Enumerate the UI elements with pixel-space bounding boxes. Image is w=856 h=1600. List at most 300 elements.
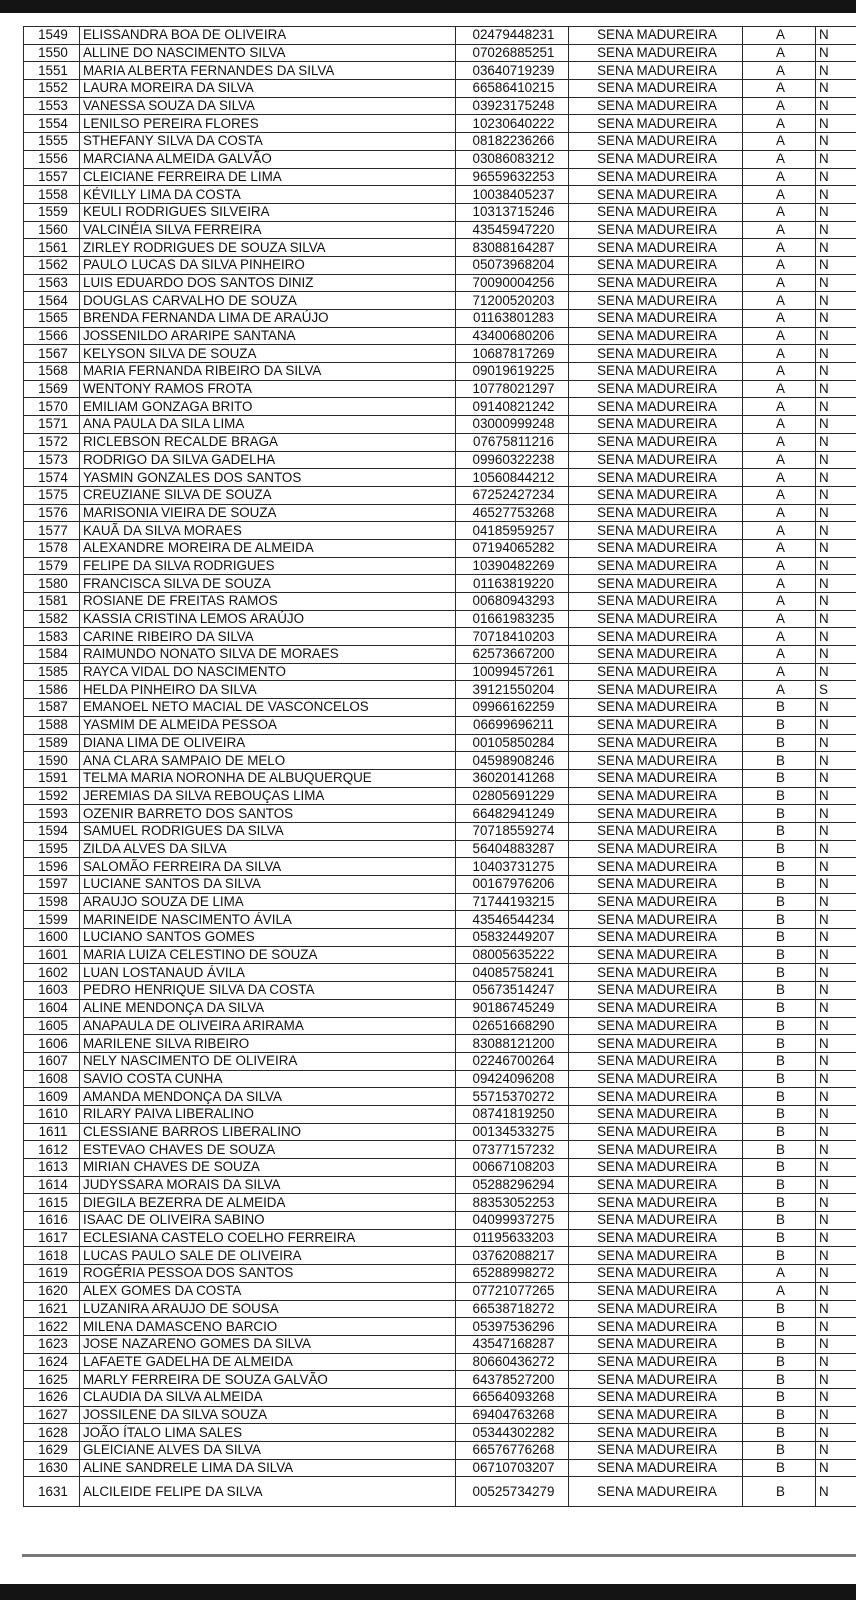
full-name-cell: ESTEVAO CHAVES DE SOUZA [80, 1141, 456, 1159]
full-name-cell: OZENIR BARRETO DOS SANTOS [80, 805, 456, 823]
table-row [24, 433, 856, 451]
cpf-cell: 10390482269 [456, 557, 569, 575]
row-number-cell: 1563 [24, 274, 80, 292]
row-number-cell: 1560 [24, 221, 80, 239]
full-name-cell: ARAUJO SOUZA DE LIMA [80, 893, 456, 911]
table-row [24, 929, 856, 947]
row-number-cell: 1612 [24, 1141, 80, 1159]
municipality-cell: SENA MADUREIRA [569, 1088, 743, 1106]
group-cell: A [743, 150, 816, 168]
table-row [24, 451, 856, 469]
full-name-cell: NELY NASCIMENTO DE OLIVEIRA [80, 1052, 456, 1070]
flag-cell: N [816, 168, 856, 186]
flag-cell: N [816, 964, 856, 982]
table-row [24, 946, 856, 964]
municipality-cell: SENA MADUREIRA [569, 769, 743, 787]
table-row [24, 575, 856, 593]
municipality-cell: SENA MADUREIRA [569, 787, 743, 805]
full-name-cell: YASMIM DE ALMEIDA PESSOA [80, 716, 456, 734]
row-number-cell: 1583 [24, 628, 80, 646]
group-cell: B [743, 822, 816, 840]
full-name-cell: SAMUEL RODRIGUES DA SILVA [80, 822, 456, 840]
table-row [24, 858, 856, 876]
table-row [24, 380, 856, 398]
row-number-cell: 1598 [24, 893, 80, 911]
group-cell: A [743, 1282, 816, 1300]
municipality-cell: SENA MADUREIRA [569, 663, 743, 681]
full-name-cell: CLAUDIA DA SILVA ALMEIDA [80, 1388, 456, 1406]
table-row [24, 1035, 856, 1053]
row-number-cell: 1550 [24, 44, 80, 62]
municipality-cell: SENA MADUREIRA [569, 80, 743, 98]
cpf-cell: 43546544234 [456, 911, 569, 929]
cpf-cell: 07377157232 [456, 1141, 569, 1159]
cpf-cell: 02479448231 [456, 27, 569, 45]
group-cell: B [743, 893, 816, 911]
municipality-cell: SENA MADUREIRA [569, 929, 743, 947]
flag-cell: N [816, 1353, 856, 1371]
full-name-cell: ZILDA ALVES DA SILVA [80, 840, 456, 858]
municipality-cell: SENA MADUREIRA [569, 239, 743, 257]
row-number-cell: 1551 [24, 62, 80, 80]
row-number-cell: 1549 [24, 27, 80, 45]
municipality-cell: SENA MADUREIRA [569, 1212, 743, 1230]
row-number-cell: 1591 [24, 769, 80, 787]
municipality-cell: SENA MADUREIRA [569, 1052, 743, 1070]
cpf-cell: 04598908246 [456, 752, 569, 770]
group-cell: B [743, 1176, 816, 1194]
municipality-cell: SENA MADUREIRA [569, 1477, 743, 1507]
municipality-cell: SENA MADUREIRA [569, 1265, 743, 1283]
row-number-cell: 1605 [24, 1017, 80, 1035]
table-row [24, 345, 856, 363]
cpf-cell: 01163819220 [456, 575, 569, 593]
table-row [24, 1159, 856, 1177]
row-number-cell: 1587 [24, 699, 80, 717]
group-cell: A [743, 504, 816, 522]
flag-cell: N [816, 380, 856, 398]
flag-cell: N [816, 929, 856, 947]
flag-cell: N [816, 1406, 856, 1424]
group-cell: A [743, 469, 816, 487]
full-name-cell: EMILIAM GONZAGA BRITO [80, 398, 456, 416]
full-name-cell: ALLINE DO NASCIMENTO SILVA [80, 44, 456, 62]
table-row [24, 292, 856, 310]
flag-cell: N [816, 504, 856, 522]
table-row [24, 80, 856, 98]
municipality-cell: SENA MADUREIRA [569, 486, 743, 504]
cpf-cell: 05673514247 [456, 982, 569, 1000]
flag-cell: N [816, 310, 856, 328]
full-name-cell: PAULO LUCAS DA SILVA PINHEIRO [80, 256, 456, 274]
cpf-cell: 00667108203 [456, 1159, 569, 1177]
cpf-cell: 09424096208 [456, 1070, 569, 1088]
group-cell: B [743, 1477, 816, 1507]
table-row [24, 769, 856, 787]
full-name-cell: SALOMÃO FERREIRA DA SILVA [80, 858, 456, 876]
table-row [24, 1176, 856, 1194]
cpf-cell: 65288998272 [456, 1265, 569, 1283]
municipality-cell: SENA MADUREIRA [569, 451, 743, 469]
table-row [24, 964, 856, 982]
cpf-cell: 69404763268 [456, 1406, 569, 1424]
table-row [24, 1318, 856, 1336]
cpf-cell: 03086083212 [456, 150, 569, 168]
group-cell: A [743, 80, 816, 98]
table-row [24, 628, 856, 646]
municipality-cell: SENA MADUREIRA [569, 345, 743, 363]
municipality-cell: SENA MADUREIRA [569, 115, 743, 133]
cpf-cell: 64378527200 [456, 1371, 569, 1389]
flag-cell: N [816, 1459, 856, 1477]
cpf-cell: 70718559274 [456, 822, 569, 840]
cpf-cell: 09019619225 [456, 363, 569, 381]
municipality-cell: SENA MADUREIRA [569, 893, 743, 911]
flag-cell: N [816, 1300, 856, 1318]
flag-cell: N [816, 663, 856, 681]
row-number-cell: 1622 [24, 1318, 80, 1336]
row-number-cell: 1554 [24, 115, 80, 133]
row-number-cell: 1575 [24, 486, 80, 504]
group-cell: B [743, 1406, 816, 1424]
cpf-cell: 02246700264 [456, 1052, 569, 1070]
full-name-cell: JOSE NAZARENO GOMES DA SILVA [80, 1335, 456, 1353]
cpf-cell: 00167976206 [456, 876, 569, 894]
row-number-cell: 1626 [24, 1388, 80, 1406]
flag-cell: N [816, 1335, 856, 1353]
flag-cell: N [816, 1017, 856, 1035]
flag-cell: N [816, 150, 856, 168]
full-name-cell: MARLY FERREIRA DE SOUZA GALVÃO [80, 1371, 456, 1389]
flag-cell: N [816, 522, 856, 540]
table-row [24, 1353, 856, 1371]
flag-cell: N [816, 292, 856, 310]
row-number-cell: 1590 [24, 752, 80, 770]
cpf-cell: 66482941249 [456, 805, 569, 823]
row-number-cell: 1555 [24, 133, 80, 151]
row-number-cell: 1589 [24, 734, 80, 752]
municipality-cell: SENA MADUREIRA [569, 27, 743, 45]
municipality-cell: SENA MADUREIRA [569, 734, 743, 752]
flag-cell: N [816, 575, 856, 593]
table-row [24, 1300, 856, 1318]
group-cell: A [743, 646, 816, 664]
full-name-cell: ISAAC DE OLIVEIRA SABINO [80, 1212, 456, 1230]
flag-cell: N [816, 787, 856, 805]
table-row [24, 1141, 856, 1159]
group-cell: B [743, 1105, 816, 1123]
full-name-cell: BRENDA FERNANDA LIMA DE ARAÚJO [80, 310, 456, 328]
municipality-cell: SENA MADUREIRA [569, 1017, 743, 1035]
flag-cell: N [816, 62, 856, 80]
row-number-cell: 1571 [24, 416, 80, 434]
row-number-cell: 1581 [24, 593, 80, 611]
full-name-cell: VANESSA SOUZA DA SILVA [80, 97, 456, 115]
table-row [24, 186, 856, 204]
municipality-cell: SENA MADUREIRA [569, 1335, 743, 1353]
group-cell: B [743, 946, 816, 964]
row-number-cell: 1553 [24, 97, 80, 115]
row-number-cell: 1614 [24, 1176, 80, 1194]
cpf-cell: 01661983235 [456, 610, 569, 628]
row-number-cell: 1585 [24, 663, 80, 681]
table-row [24, 752, 856, 770]
municipality-cell: SENA MADUREIRA [569, 982, 743, 1000]
municipality-cell: SENA MADUREIRA [569, 610, 743, 628]
group-cell: B [743, 1035, 816, 1053]
municipality-cell: SENA MADUREIRA [569, 310, 743, 328]
group-cell: A [743, 398, 816, 416]
document-page [0, 13, 856, 1584]
group-cell: A [743, 345, 816, 363]
table-row [24, 1088, 856, 1106]
row-number-cell: 1600 [24, 929, 80, 947]
group-cell: B [743, 1247, 816, 1265]
municipality-cell: SENA MADUREIRA [569, 1141, 743, 1159]
table-row [24, 876, 856, 894]
row-number-cell: 1573 [24, 451, 80, 469]
table-row [24, 822, 856, 840]
group-cell: B [743, 1424, 816, 1442]
full-name-cell: ALINE SANDRELE LIMA DA SILVA [80, 1459, 456, 1477]
row-number-cell: 1624 [24, 1353, 80, 1371]
row-number-cell: 1608 [24, 1070, 80, 1088]
cpf-cell: 80660436272 [456, 1353, 569, 1371]
municipality-cell: SENA MADUREIRA [569, 256, 743, 274]
cpf-cell: 03640719239 [456, 62, 569, 80]
full-name-cell: FELIPE DA SILVA RODRIGUES [80, 557, 456, 575]
row-number-cell: 1610 [24, 1105, 80, 1123]
table-row [24, 1388, 856, 1406]
row-number-cell: 1601 [24, 946, 80, 964]
cpf-cell: 09966162259 [456, 699, 569, 717]
group-cell: B [743, 1141, 816, 1159]
municipality-cell: SENA MADUREIRA [569, 1194, 743, 1212]
municipality-cell: SENA MADUREIRA [569, 646, 743, 664]
row-number-cell: 1597 [24, 876, 80, 894]
full-name-cell: LUCIANE SANTOS DA SILVA [80, 876, 456, 894]
cpf-cell: 09140821242 [456, 398, 569, 416]
flag-cell: N [816, 274, 856, 292]
group-cell: A [743, 593, 816, 611]
row-number-cell: 1604 [24, 999, 80, 1017]
group-cell: B [743, 1371, 816, 1389]
full-name-cell: MILENA DAMASCENO BARCIO [80, 1318, 456, 1336]
cpf-cell: 09960322238 [456, 451, 569, 469]
full-name-cell: MARCIANA ALMEIDA GALVÃO [80, 150, 456, 168]
municipality-cell: SENA MADUREIRA [569, 398, 743, 416]
table-row [24, 469, 856, 487]
full-name-cell: MARINEIDE NASCIMENTO ÁVILA [80, 911, 456, 929]
cpf-cell: 00525734279 [456, 1477, 569, 1507]
full-name-cell: JEREMIAS DA SILVA REBOUÇAS LIMA [80, 787, 456, 805]
full-name-cell: LAURA MOREIRA DA SILVA [80, 80, 456, 98]
flag-cell: N [816, 876, 856, 894]
group-cell: B [743, 1318, 816, 1336]
group-cell: B [743, 999, 816, 1017]
group-cell: B [743, 1123, 816, 1141]
municipality-cell: SENA MADUREIRA [569, 292, 743, 310]
flag-cell: N [816, 44, 856, 62]
cpf-cell: 06699696211 [456, 716, 569, 734]
table-row [24, 1459, 856, 1477]
table-row [24, 1406, 856, 1424]
flag-cell: N [816, 1123, 856, 1141]
group-cell: A [743, 575, 816, 593]
municipality-cell: SENA MADUREIRA [569, 1406, 743, 1424]
table-row [24, 1105, 856, 1123]
flag-cell: N [816, 1318, 856, 1336]
row-number-cell: 1574 [24, 469, 80, 487]
row-number-cell: 1580 [24, 575, 80, 593]
flag-cell: N [816, 1194, 856, 1212]
group-cell: B [743, 1088, 816, 1106]
row-number-cell: 1562 [24, 256, 80, 274]
row-number-cell: 1578 [24, 539, 80, 557]
group-cell: B [743, 769, 816, 787]
cpf-cell: 10313715246 [456, 203, 569, 221]
table-row [24, 1282, 856, 1300]
cpf-cell: 05344302282 [456, 1424, 569, 1442]
full-name-cell: CARINE RIBEIRO DA SILVA [80, 628, 456, 646]
table-row [24, 1335, 856, 1353]
cpf-cell: 03762088217 [456, 1247, 569, 1265]
group-cell: A [743, 44, 816, 62]
municipality-cell: SENA MADUREIRA [569, 1176, 743, 1194]
table-row [24, 1070, 856, 1088]
flag-cell: N [816, 1424, 856, 1442]
full-name-cell: MARIA ALBERTA FERNANDES DA SILVA [80, 62, 456, 80]
full-name-cell: TELMA MARIA NORONHA DE ALBUQUERQUE [80, 769, 456, 787]
full-name-cell: MARIA LUIZA CELESTINO DE SOUZA [80, 946, 456, 964]
row-number-cell: 1613 [24, 1159, 80, 1177]
group-cell: A [743, 557, 816, 575]
table-row [24, 593, 856, 611]
flag-cell: N [816, 416, 856, 434]
cpf-cell: 05073968204 [456, 256, 569, 274]
full-name-cell: ROGÉRIA PESSOA DOS SANTOS [80, 1265, 456, 1283]
flag-cell: N [816, 628, 856, 646]
cpf-cell: 08182236266 [456, 133, 569, 151]
municipality-cell: SENA MADUREIRA [569, 557, 743, 575]
flag-cell: N [816, 133, 856, 151]
table-row [24, 1371, 856, 1389]
municipality-cell: SENA MADUREIRA [569, 805, 743, 823]
row-number-cell: 1579 [24, 557, 80, 575]
full-name-cell: RAIMUNDO NONATO SILVA DE MORAES [80, 646, 456, 664]
cpf-cell: 10230640222 [456, 115, 569, 133]
cpf-cell: 02805691229 [456, 787, 569, 805]
table-row [24, 681, 856, 699]
cpf-cell: 70090004256 [456, 274, 569, 292]
row-number-cell: 1631 [24, 1477, 80, 1507]
group-cell: A [743, 522, 816, 540]
full-name-cell: KAUÃ DA SILVA MORAES [80, 522, 456, 540]
cpf-cell: 10778021297 [456, 380, 569, 398]
full-name-cell: LUCIANO SANTOS GOMES [80, 929, 456, 947]
row-number-cell: 1607 [24, 1052, 80, 1070]
flag-cell: N [816, 433, 856, 451]
municipality-cell: SENA MADUREIRA [569, 522, 743, 540]
group-cell: A [743, 256, 816, 274]
flag-cell: N [816, 1105, 856, 1123]
row-number-cell: 1629 [24, 1442, 80, 1460]
full-name-cell: PEDRO HENRIQUE SILVA DA COSTA [80, 982, 456, 1000]
cpf-cell: 96559632253 [456, 168, 569, 186]
municipality-cell: SENA MADUREIRA [569, 504, 743, 522]
cpf-cell: 55715370272 [456, 1088, 569, 1106]
full-name-cell: FRANCISCA SILVA DE SOUZA [80, 575, 456, 593]
full-name-cell: CLEICIANE FERREIRA DE LIMA [80, 168, 456, 186]
cpf-cell: 71200520203 [456, 292, 569, 310]
municipality-cell: SENA MADUREIRA [569, 469, 743, 487]
row-number-cell: 1572 [24, 433, 80, 451]
flag-cell: N [816, 1052, 856, 1070]
table-row [24, 699, 856, 717]
group-cell: A [743, 380, 816, 398]
municipality-cell: SENA MADUREIRA [569, 575, 743, 593]
table-row [24, 1424, 856, 1442]
flag-cell: S [816, 681, 856, 699]
cpf-cell: 03923175248 [456, 97, 569, 115]
group-cell: A [743, 363, 816, 381]
full-name-cell: ANAPAULA DE OLIVEIRA ARIRAMA [80, 1017, 456, 1035]
group-cell: B [743, 1159, 816, 1177]
full-name-cell: ELISSANDRA BOA DE OLIVEIRA [80, 27, 456, 45]
cpf-cell: 88353052253 [456, 1194, 569, 1212]
municipality-cell: SENA MADUREIRA [569, 752, 743, 770]
municipality-cell: SENA MADUREIRA [569, 1300, 743, 1318]
table-row [24, 168, 856, 186]
cpf-cell: 43400680206 [456, 327, 569, 345]
flag-cell: N [816, 486, 856, 504]
table-row [24, 310, 856, 328]
flag-cell: N [816, 451, 856, 469]
group-cell: B [743, 1388, 816, 1406]
full-name-cell: JOÃO ÍTALO LIMA SALES [80, 1424, 456, 1442]
municipality-cell: SENA MADUREIRA [569, 1229, 743, 1247]
cpf-cell: 00134533275 [456, 1123, 569, 1141]
full-name-cell: ALINE MENDONÇA DA SILVA [80, 999, 456, 1017]
group-cell: A [743, 239, 816, 257]
full-name-cell: LUIS EDUARDO DOS SANTOS DINIZ [80, 274, 456, 292]
row-number-cell: 1621 [24, 1300, 80, 1318]
group-cell: A [743, 1265, 816, 1283]
row-number-cell: 1609 [24, 1088, 80, 1106]
municipality-cell: SENA MADUREIRA [569, 876, 743, 894]
row-number-cell: 1617 [24, 1229, 80, 1247]
flag-cell: N [816, 398, 856, 416]
full-name-cell: SAVIO COSTA CUNHA [80, 1070, 456, 1088]
row-number-cell: 1552 [24, 80, 80, 98]
municipality-cell: SENA MADUREIRA [569, 1388, 743, 1406]
full-name-cell: ALCILEIDE FELIPE DA SILVA [80, 1477, 456, 1507]
cpf-cell: 06710703207 [456, 1459, 569, 1477]
cpf-cell: 01163801283 [456, 310, 569, 328]
flag-cell: N [816, 539, 856, 557]
municipality-cell: SENA MADUREIRA [569, 911, 743, 929]
flag-cell: N [816, 769, 856, 787]
cpf-cell: 10560844212 [456, 469, 569, 487]
municipality-cell: SENA MADUREIRA [569, 593, 743, 611]
cpf-cell: 05832449207 [456, 929, 569, 947]
flag-cell: N [816, 1159, 856, 1177]
full-name-cell: ANA CLARA SAMPAIO DE MELO [80, 752, 456, 770]
flag-cell: N [816, 1282, 856, 1300]
row-number-cell: 1611 [24, 1123, 80, 1141]
table-row [24, 610, 856, 628]
row-number-cell: 1593 [24, 805, 80, 823]
